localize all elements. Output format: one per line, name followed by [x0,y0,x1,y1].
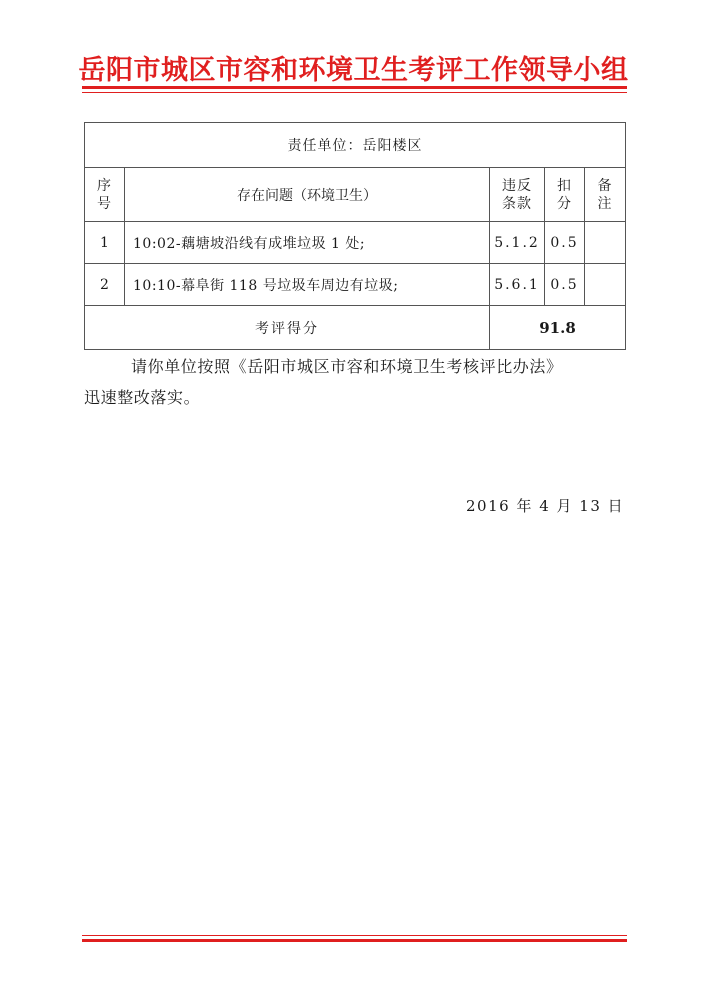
responsible-unit: 责任单位：岳阳楼区 [85,123,626,168]
score-value: 91.8 [490,306,626,350]
col-header-clause-line1: 违反 [502,177,532,194]
header-rule-thin [82,92,627,93]
table-row [85,222,626,264]
col-header-remark-line2: 注 [597,195,613,212]
unit-row [85,123,626,168]
footer-rule-thick [82,939,627,942]
row-clause: 5.6.1 [490,264,545,306]
col-header-remark-line1: 备 [597,177,613,194]
score-row [85,306,626,350]
notice-line-1: 请你单位按照《岳阳市城区市容和环境卫生考核评比办法》 [131,357,563,376]
score-label: 考评得分 [85,306,490,350]
row-remark [585,222,626,264]
document-title: 岳阳市城区市容和环境卫生考评工作领导小组 [78,55,629,86]
col-header-seq-line1: 序 [97,177,112,194]
table-row [85,264,626,306]
row-issue: 10:02-藕塘坡沿线有成堆垃圾 1 处; [125,222,490,264]
row-deduct: 0.5 [545,222,585,264]
issue-date: 2016 年 4 月 13 日 [466,497,625,515]
rectification-notice [84,351,629,413]
row-issue: 10:10-幕阜街 118 号垃圾车周边有垃圾; [125,264,490,306]
header-rule-thick [82,86,627,89]
col-header-deduct-line2: 分 [557,195,572,212]
inspection-table [84,122,626,350]
col-header-seq [85,168,125,222]
notice-line-2: 迅速整改落实。 [84,388,201,407]
col-header-issue: 存在问题（环境卫生） [125,168,490,222]
col-header-deduct-line1: 扣 [557,177,572,194]
col-header-remark [585,168,626,222]
row-deduct: 0.5 [545,264,585,306]
footer-rule-thin [82,935,627,936]
header-row [85,168,626,222]
col-header-deduct [545,168,585,222]
row-remark [585,264,626,306]
row-seq: 2 [85,264,125,306]
col-header-clause-line2: 条款 [502,195,532,212]
row-seq: 1 [85,222,125,264]
col-header-clause [490,168,545,222]
col-header-seq-line2: 号 [97,195,112,212]
row-clause: 5.1.2 [490,222,545,264]
